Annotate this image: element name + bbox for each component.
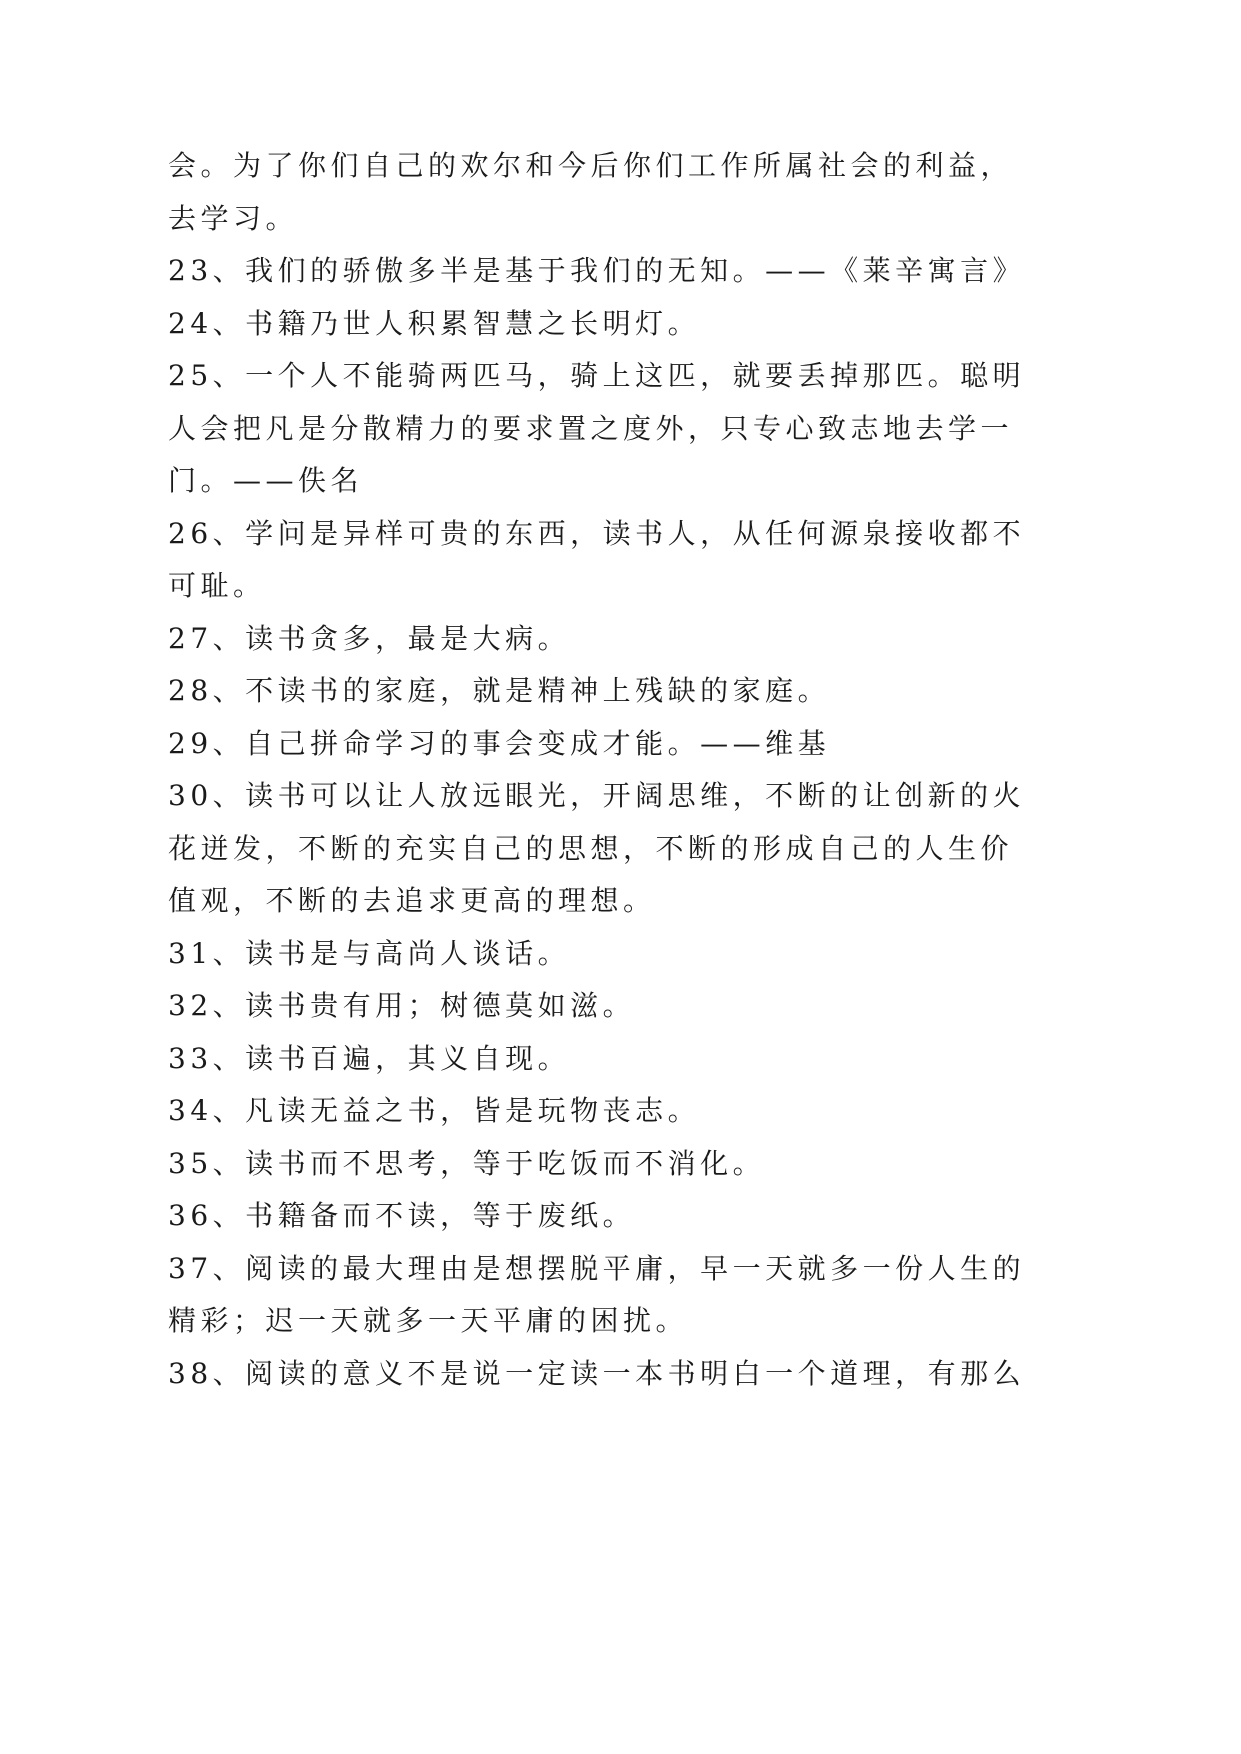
text-line: 精彩；迟一天就多一天平庸的困扰。 [168, 1304, 689, 1337]
quote-item-31 [168, 928, 958, 981]
text-line: 31、读书是与高尚人谈话。 [168, 936, 571, 970]
text-line: 28、不读书的家庭，就是精神上残缺的家庭。 [168, 674, 831, 707]
text-line: 23、我们的骄傲多半是基于我们的无知。——《莱辛寓言》 [168, 254, 1026, 287]
text-line: 24、书籍乃世人积累智慧之长明灯。 [168, 306, 701, 340]
quote-item-24 [168, 298, 958, 351]
quote-item-34 [168, 1085, 958, 1138]
text-line: 去学习。 [168, 201, 299, 235]
quote-item-33 [168, 1033, 958, 1086]
quote-item-27 [168, 613, 958, 666]
paragraph [168, 140, 1014, 245]
text-line: 人会把凡是分散精力的要求置之度外，只专心致志地去学一 [168, 411, 1014, 445]
text-line: 27、读书贪多，最是大病。 [168, 621, 571, 655]
document-body [168, 140, 1026, 1400]
quote-item-38 [168, 1348, 1026, 1401]
text-line: 35、读书而不思考，等于吃饭而不消化。 [168, 1146, 766, 1180]
text-line: 花迸发，不断的充实自己的思想，不断的形成自己的人生价 [168, 831, 1014, 865]
text-line: 32、读书贵有用；树德莫如滋。 [168, 989, 636, 1022]
text-line: 34、凡读无益之书，皆是玩物丧志。 [168, 1094, 701, 1127]
text-line: 30、读书可以让人放远眼光，开阔思维，不断的让创新的火 [168, 779, 1026, 812]
text-line: 门。——佚名 [168, 464, 364, 497]
text-line: 会。为了你们自己的欢尔和今后你们工作所属社会的利益， [168, 149, 1014, 182]
text-line: 33、读书百遍，其义自现。 [168, 1041, 571, 1075]
quote-item-32 [168, 980, 958, 1033]
text-line: 25、一个人不能骑两匹马，骑上这匹，就要丢掉那匹。聪明 [168, 359, 1026, 392]
quote-item-26 [168, 508, 1026, 613]
quote-item-36 [168, 1190, 958, 1243]
quote-item-25 [168, 350, 1026, 508]
text-line: 37、阅读的最大理由是想摆脱平庸，早一天就多一份人生的 [168, 1251, 1026, 1285]
text-line: 可耻。 [168, 569, 266, 602]
text-line: 26、学问是异样可贵的东西，读书人，从任何源泉接收都不 [168, 516, 1026, 550]
quote-item-28 [168, 665, 958, 718]
quote-item-35 [168, 1138, 958, 1191]
quote-item-29 [168, 718, 958, 771]
text-line: 36、书籍备而不读，等于废纸。 [168, 1199, 636, 1232]
quote-item-23 [168, 245, 1026, 298]
quote-item-37 [168, 1243, 1026, 1348]
quote-item-30 [168, 770, 1026, 928]
text-line: 29、自己拼命学习的事会变成才能。——维基 [168, 726, 831, 760]
text-line: 38、阅读的意义不是说一定读一本书明白一个道理，有那么 [168, 1356, 1026, 1390]
text-line: 值观，不断的去追求更高的理想。 [168, 884, 656, 917]
